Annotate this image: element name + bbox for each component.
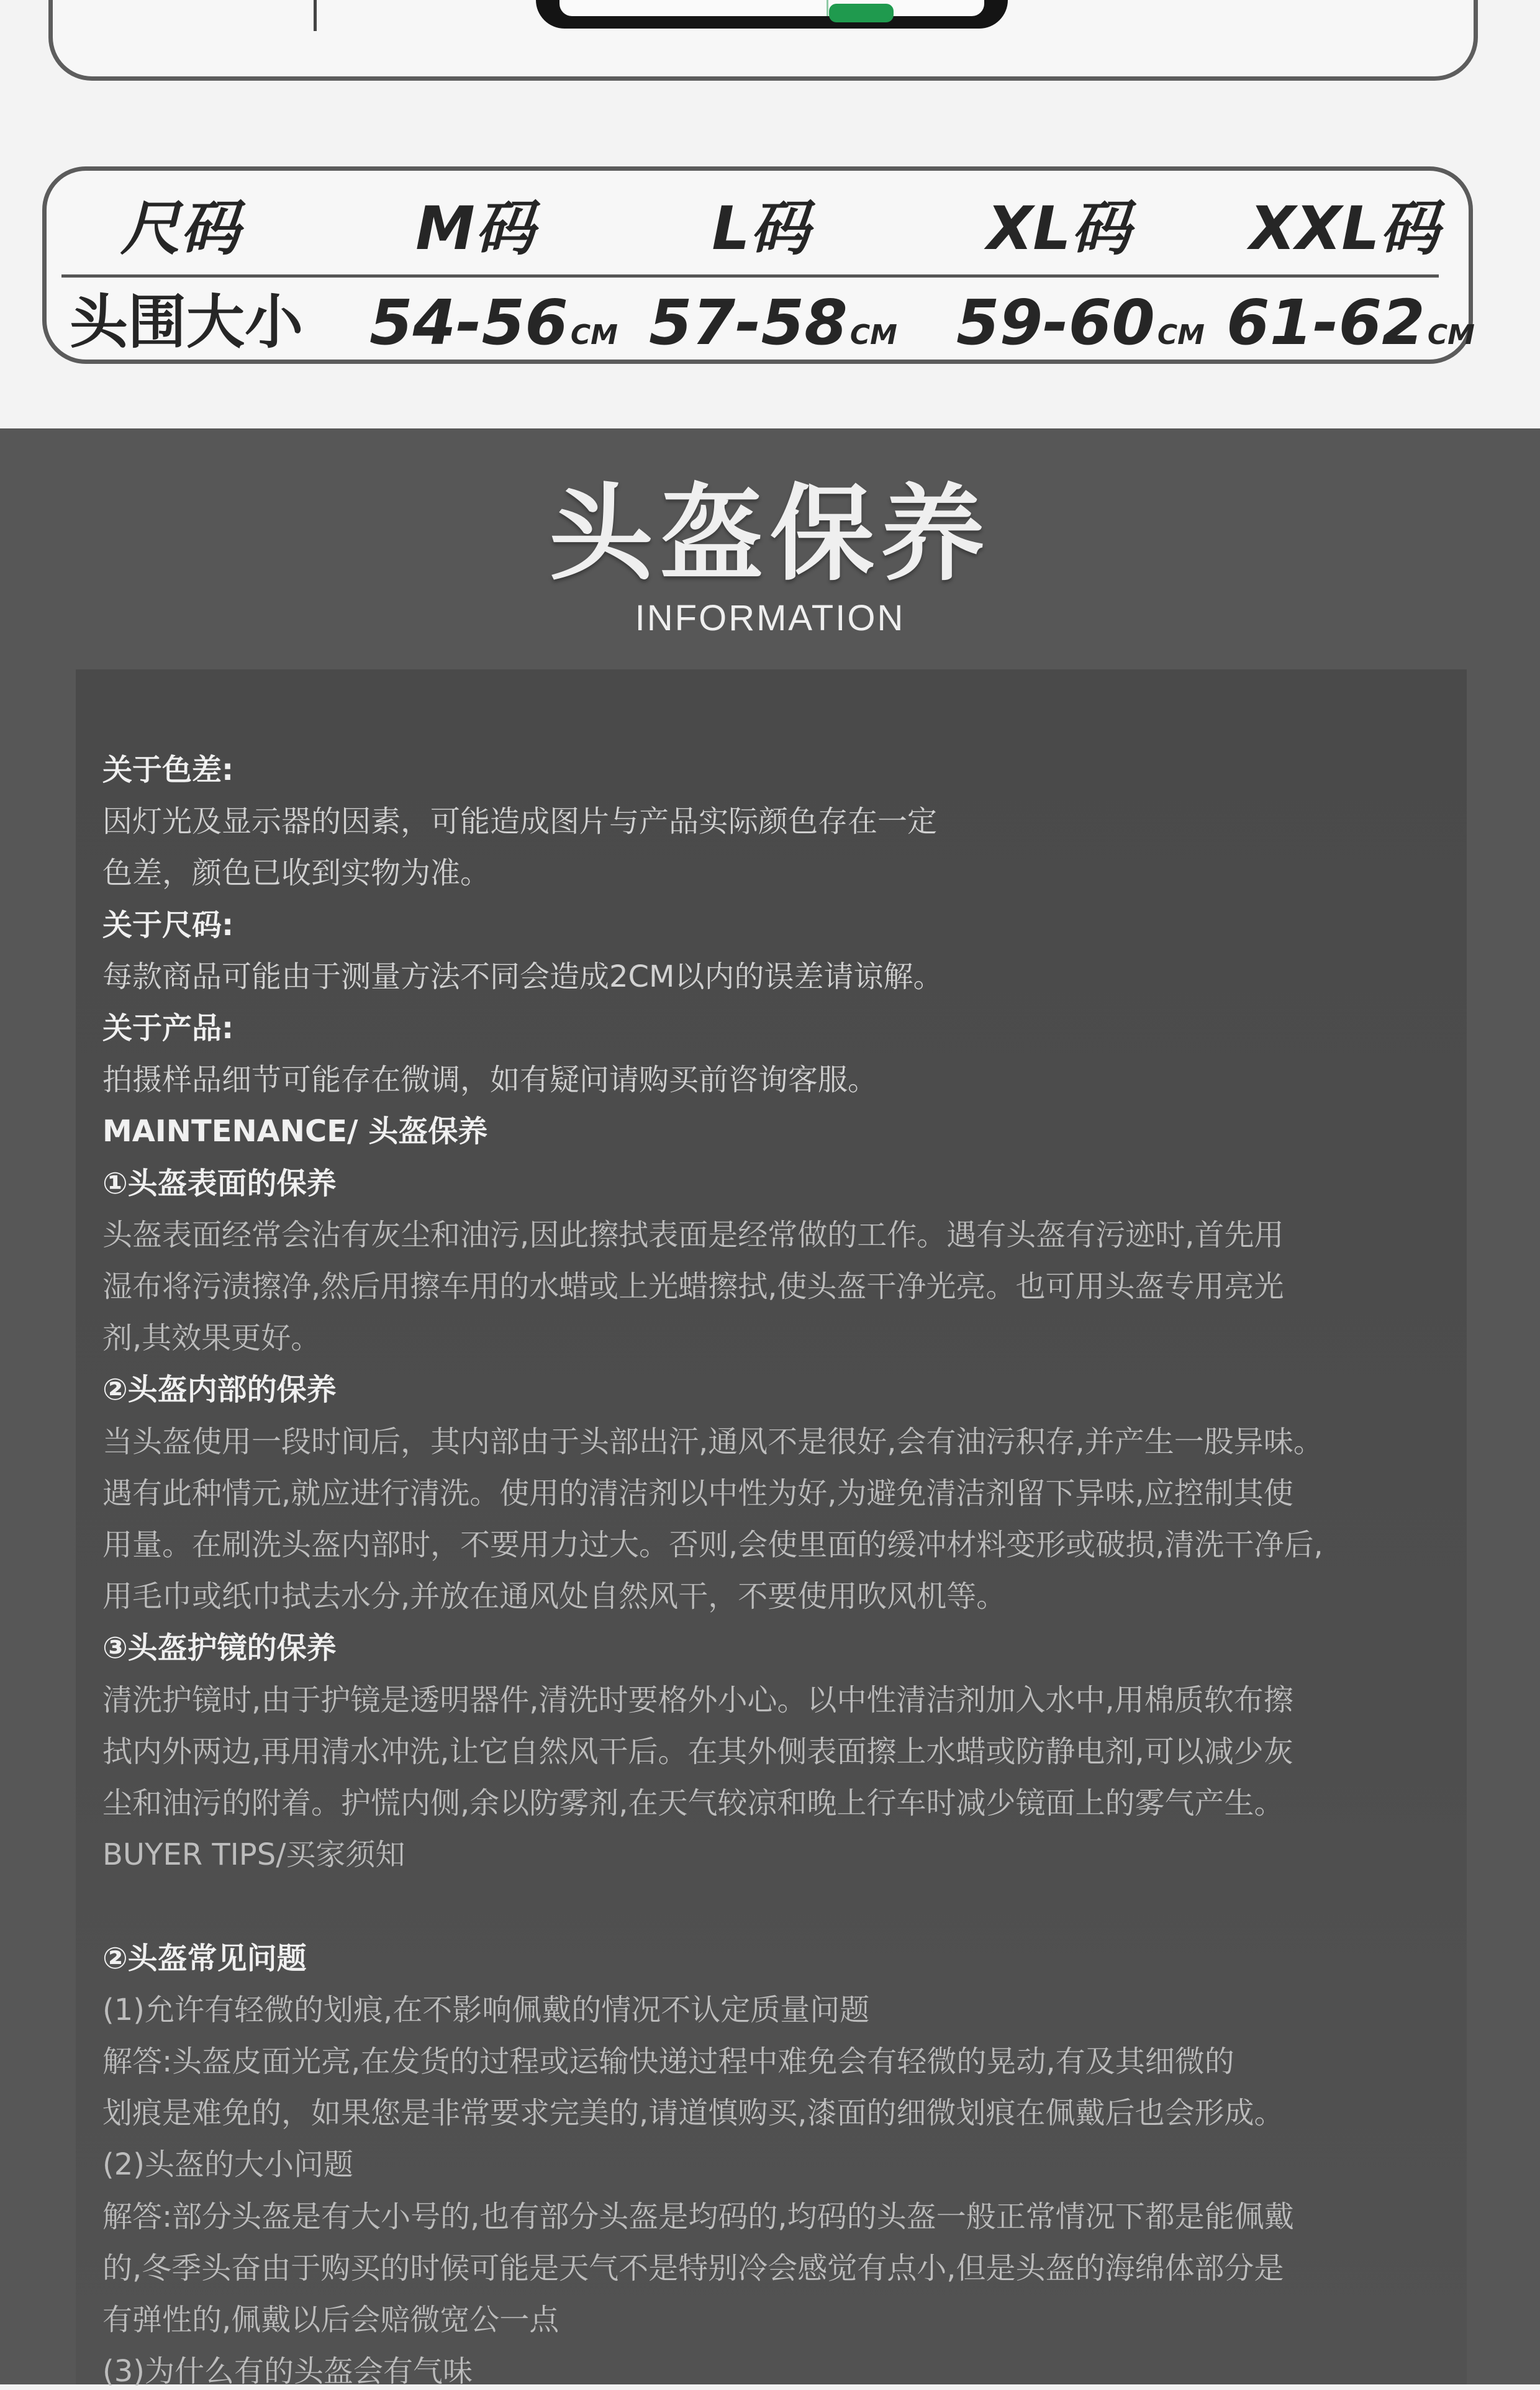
info-line: 剂,其效果更好。 [102, 1321, 321, 1356]
info-heading: ②头盔常见问题 [102, 1940, 307, 1976]
info-line: 用量。在刷洗头盔内部时，不要用力过大。否则,会使里面的缓冲材料变形或破损,清洗干净后, [102, 1528, 1323, 1562]
screen-button [829, 4, 894, 22]
info-heading: ①头盔表面的保养 [102, 1166, 337, 1201]
size-table-divider [61, 274, 1439, 278]
size-header-l: L码 [712, 194, 810, 263]
size-header-label: 尺码 [120, 194, 240, 263]
size-header-m: M码 [415, 194, 535, 263]
info-line: 拭内外两边,再用清水冲洗,让它自然风干后。在其外侧表面擦上水蜡或防静电剂,可以减少灰 [102, 1734, 1293, 1769]
size-value-xxl: 61-62CM [1226, 286, 1475, 359]
info-heading: MAINTENANCE/ 头盔保养 [102, 1114, 488, 1149]
product-image-card [48, 0, 1478, 81]
info-heading: ③头盔护镜的保养 [102, 1631, 337, 1666]
info-line: 有弹性的,佩戴以后会赔微宽公一点 [102, 2302, 559, 2337]
head-size-label: 头围大小 [69, 289, 303, 356]
info-line: 当头盔使用一段时间后，其内部由于头部出汗,通风不是很好,会有油污积存,并产生一股异味。 [102, 1424, 1323, 1459]
section-title: 头盔保养 [549, 473, 991, 595]
info-line: 每款商品可能由于测量方法不同会造成2CM以内的误差请谅解。 [102, 959, 943, 994]
section-subtitle: INFORMATION [635, 598, 905, 638]
info-heading: ②头盔内部的保养 [102, 1372, 337, 1408]
info-heading: 关于色差: [102, 753, 234, 787]
info-line: 解答:头盔皮面光亮,在发货的过程或运输快递过程中难免会有轻微的晃动,有及其细微的 [102, 2044, 1234, 2079]
info-line: BUYER TIPS/买家须知 [102, 1837, 405, 1873]
size-table [42, 166, 1473, 364]
size-header-xl: XL码 [987, 194, 1131, 263]
info-line: (2)头盔的大小问题 [102, 2147, 353, 2183]
phone-screen [559, 0, 984, 16]
size-value-xl: 59-60CM [956, 286, 1205, 359]
phone-illustration [536, 0, 1008, 29]
size-value-l: 57-58CM [649, 286, 897, 359]
info-line: 拍摄样品细节可能存在微调，如有疑问请购买前咨询客服。 [102, 1062, 878, 1098]
card-divider-mark [314, 0, 317, 31]
info-line: 头盔表面经常会沾有灰尘和油污,因此擦拭表面是经常做的工作。遇有头盔有污迹时,首先用 [102, 1217, 1284, 1252]
info-line: 尘和油污的附着。护慌内侧,余以防雾剂,在天气较凉和晚上行车时减少镜面上的雾气产生。 [102, 1786, 1284, 1821]
info-line: 湿布将污渍擦净,然后用擦车用的水蜡或上光蜡擦拭,使头盔干净光亮。也可用头盔专用亮光 [102, 1269, 1284, 1304]
info-line: 色差，颜色已收到实物为准。 [102, 856, 491, 891]
info-line: 遇有此种情元,就应进行清洗。使用的清洁剂以中性为好,为避免清洁剂留下异味,应控制其使 [102, 1475, 1293, 1511]
info-line: 因灯光及显示器的因素，可能造成图片与产品实际颜色存在一定 [102, 804, 938, 840]
info-line: 解答:部分头盔是有大小号的,也有部分头盔是均码的,均码的头盔一般正常情况下都是能佩戴 [102, 2199, 1294, 2234]
info-line: 划痕是难免的，如果您是非常要求完美的,请道慎购买,漆面的细微划痕在佩戴后也会形成。 [102, 2096, 1284, 2131]
info-line: 用毛巾或纸巾拭去水分,并放在通风处自然风干，不要使用吹风机等。 [102, 1579, 1007, 1614]
info-line: 的,冬季头奋由于购买的时候可能是天气不是特别冷会感觉有点小,但是头盔的海绵体部分是 [102, 2250, 1284, 2286]
info-heading: 关于尺码: [102, 907, 234, 943]
info-heading: 关于产品: [102, 1011, 234, 1046]
info-line: (1)允许有轻微的划痕,在不影响佩戴的情况不认定质量问题 [102, 1992, 870, 2027]
screen-bar [827, 0, 828, 16]
info-line: 清洗护镜时,由于护镜是透明器件,清洗时要格外小心。以中性清洁剂加入水中,用棉质软布擦 [102, 1682, 1293, 1718]
info-line: (3)为什么有的头盔会有气味 [102, 2354, 473, 2389]
size-value-m: 54-56CM [369, 286, 618, 359]
size-header-xxl: XXL码 [1249, 194, 1439, 263]
